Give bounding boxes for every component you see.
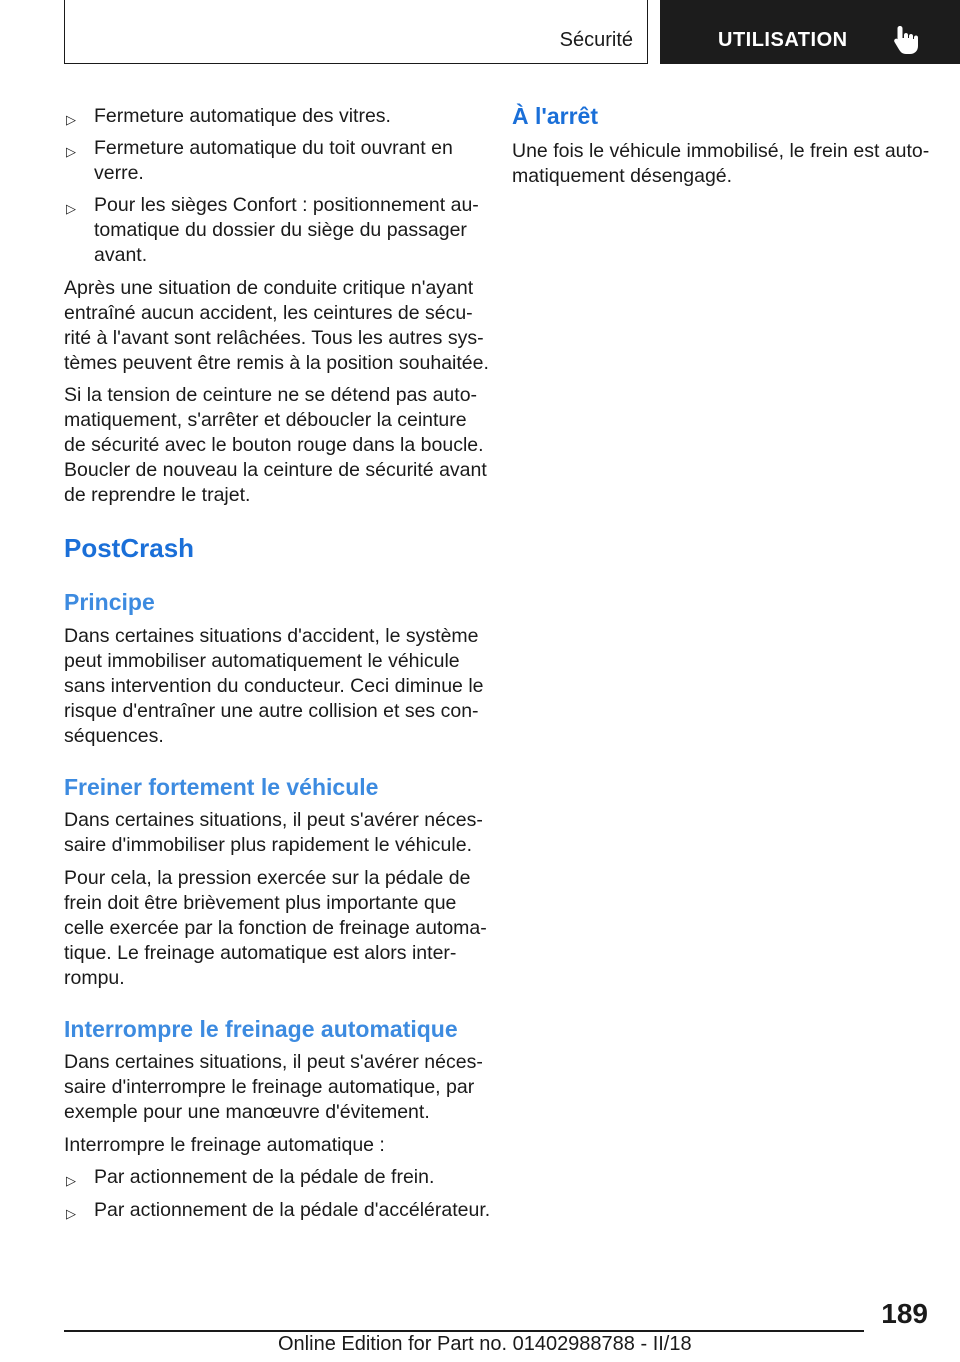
paragraph: séquences. (64, 725, 164, 747)
paragraph: risque d'entraîner une autre collision et ses con‐ (64, 700, 479, 722)
list-item-cont: verre. (94, 162, 144, 184)
paragraph: celle exercée par la fonction de freinage automa‐ (64, 917, 487, 939)
paragraph: exemple pour une manœuvre d'évitement. (64, 1101, 430, 1123)
bullet-icon: ▷ (66, 144, 76, 159)
paragraph: Une fois le véhicule immobilisé, le frein est auto‐ (512, 140, 930, 162)
section-heading: PostCrash (64, 533, 195, 563)
list-item: Fermeture automatique des vitres. (94, 105, 391, 127)
paragraph: frein doit être brièvement plus importante que (64, 892, 457, 914)
subsection-heading: Interrompre le freinage automatique (64, 1016, 458, 1042)
section-title: Sécurité (559, 29, 633, 51)
paragraph: saire d'interrompre le freinage automatique, par (64, 1076, 475, 1098)
paragraph: rité à l'avant sont relâchées. Tous les autres sys‐ (64, 327, 484, 349)
subsection-heading: Freiner fortement le véhicule (64, 774, 379, 800)
subsection-heading: Principe (64, 589, 155, 615)
paragraph: Après une situation de conduite critique n'ayant (64, 277, 474, 299)
paragraph: matiquement, s'arrêter et déboucler la ceinture (64, 409, 467, 431)
paragraph: Pour cela, la pression exercée sur la pédale de (64, 867, 471, 889)
paragraph: entraîné aucun accident, les ceintures de sécu‐ (64, 302, 473, 324)
paragraph: de sécurité avec le bouton rouge dans la boucle. (64, 434, 484, 456)
paragraph: Dans certaines situations d'accident, le système (64, 625, 479, 647)
header-section-box (64, 0, 648, 64)
paragraph: de reprendre le trajet. (64, 484, 251, 506)
list-item-cont: avant. (94, 244, 148, 266)
bullet-icon: ▷ (66, 1173, 76, 1188)
chapter-title: UTILISATION (718, 29, 848, 51)
paragraph: Interrompre le freinage automatique : (64, 1134, 385, 1156)
list-item: Par actionnement de la pédale de frein. (94, 1166, 435, 1188)
paragraph: Si la tension de ceinture ne se détend pas auto‐ (64, 384, 478, 406)
list-item: Fermeture automatique du toit ouvrant en (94, 137, 453, 159)
subsection-heading: À l'arrêt (512, 103, 599, 129)
bullet-icon: ▷ (66, 201, 76, 216)
list-item: Par actionnement de la pédale d'accélérateur. (94, 1199, 491, 1221)
paragraph: tèmes peuvent être remis à la position souhaitée. (64, 352, 489, 374)
list-item-cont: tomatique du dossier du siège du passager (94, 219, 467, 241)
bullet-icon: ▷ (66, 112, 76, 127)
page-number: 189 (881, 1298, 928, 1329)
paragraph: Dans certaines situations, il peut s'avérer néces‐ (64, 809, 483, 831)
footer-divider (64, 1330, 864, 1332)
header-chapter-box (660, 0, 960, 64)
bullet-icon: ▷ (66, 1206, 76, 1221)
footer-edition: Online Edition for Part no. 01402988788 - II/18 (278, 1333, 692, 1355)
paragraph: sans intervention du conducteur. Ceci diminue le (64, 675, 484, 697)
paragraph: Dans certaines situations, il peut s'avérer néces‐ (64, 1051, 483, 1073)
list-item: Pour les sièges Confort : positionnement au‐ (94, 194, 479, 216)
pointing-hand-icon (892, 24, 920, 56)
paragraph: peut immobiliser automatiquement le véhicule (64, 650, 460, 672)
paragraph: tique. Le freinage automatique est alors inter‐ (64, 942, 457, 964)
paragraph: matiquement désengagé. (512, 165, 733, 187)
paragraph: Boucler de nouveau la ceinture de sécurité avant (64, 459, 487, 481)
paragraph: rompu. (64, 967, 125, 989)
paragraph: saire d'immobiliser plus rapidement le véhicule. (64, 834, 472, 856)
